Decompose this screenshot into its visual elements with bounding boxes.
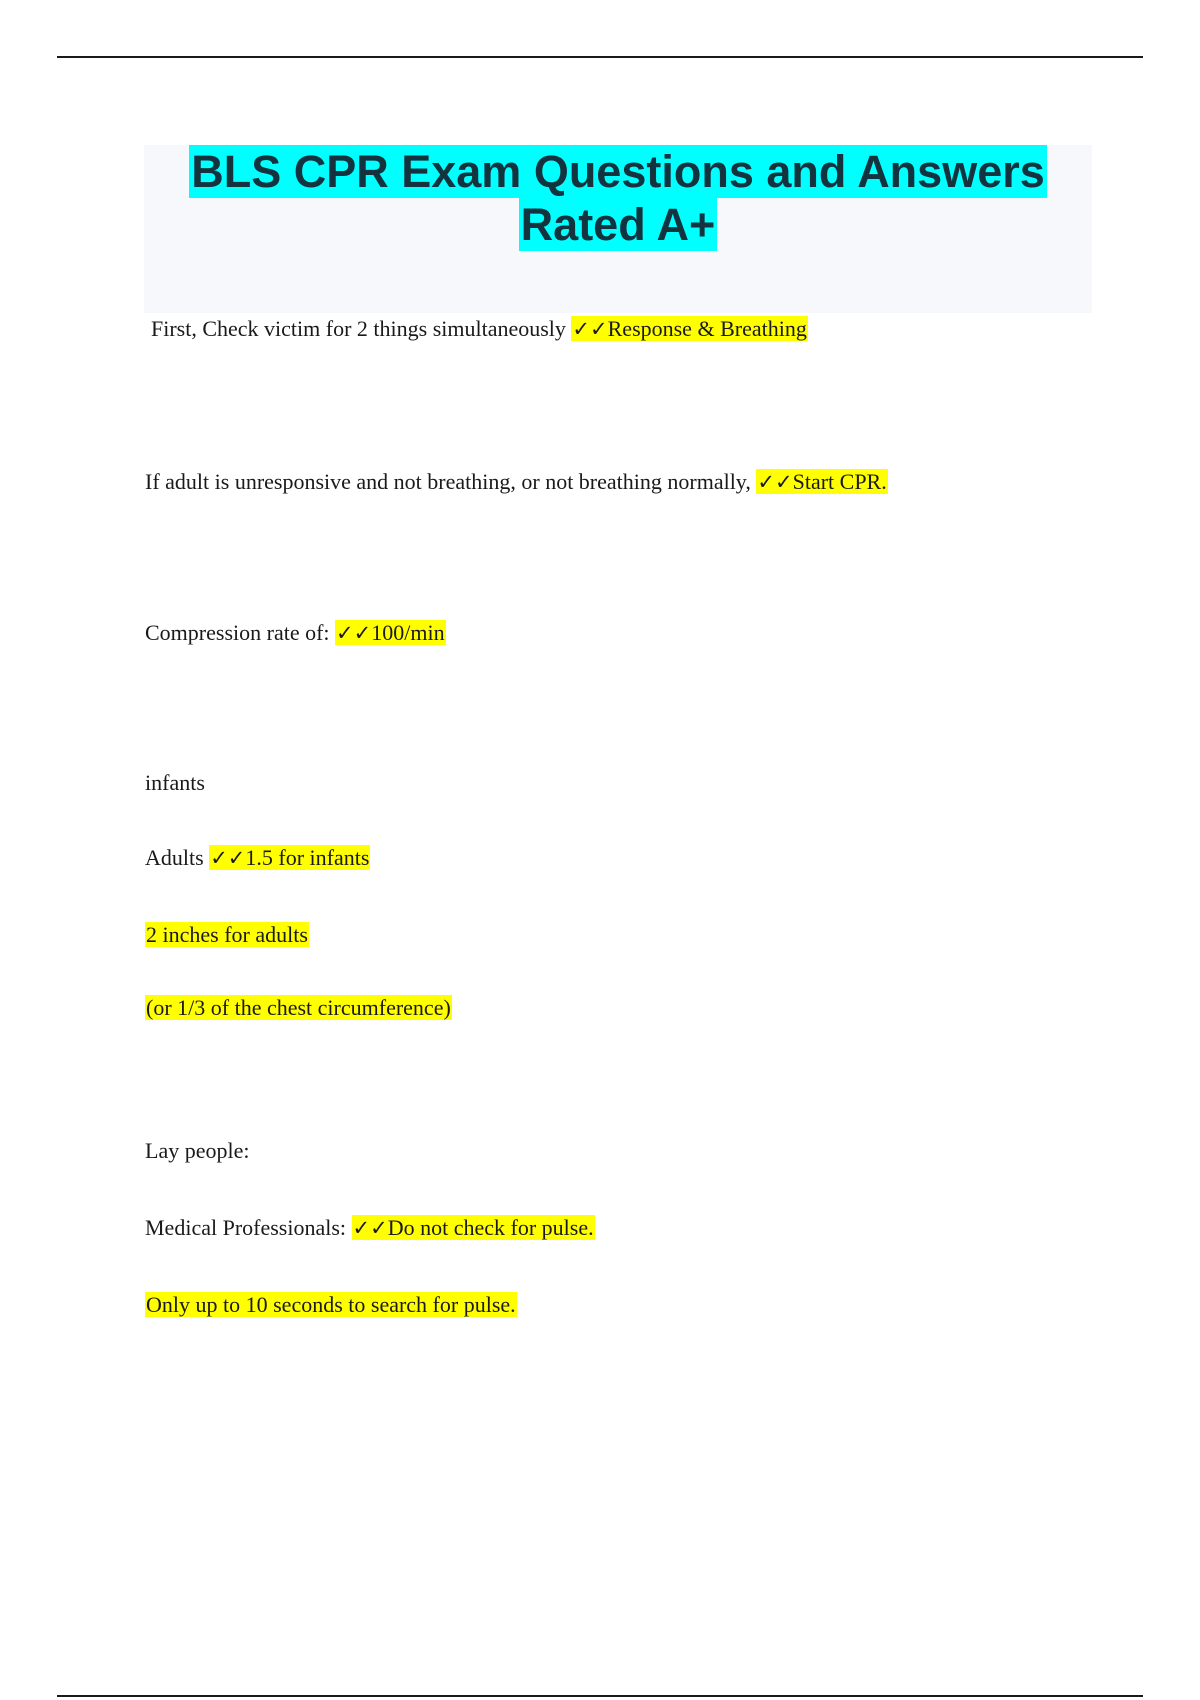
question-text: Compression rate of:: [145, 620, 336, 645]
answer-highlight: [209, 845, 370, 870]
question-text: infants: [145, 770, 205, 795]
title-block: [144, 145, 1092, 313]
answer-text: Start CPR.: [792, 469, 887, 494]
answer-text: Do not check for pulse.: [387, 1215, 594, 1240]
answer-text: 2 inches for adults: [146, 922, 308, 947]
answer-highlight: [571, 316, 807, 341]
check-icon: ✓✓: [572, 317, 608, 341]
answer-adults-depth: [145, 919, 309, 951]
document-title-line-1: BLS CPR Exam Questions and Answers: [191, 146, 1045, 197]
question-adults: [145, 842, 370, 874]
question-text: Medical Professionals:: [145, 1215, 352, 1240]
question-text: Adults: [145, 845, 210, 870]
question-check-victim: [151, 313, 808, 345]
check-icon: ✓✓: [336, 621, 372, 645]
document-title-line-2: Rated A+: [520, 199, 716, 250]
check-icon: ✓✓: [757, 470, 793, 494]
check-icon: ✓✓: [352, 1216, 388, 1240]
question-text: Lay people:: [145, 1138, 250, 1163]
answer-chest-circumference: [145, 992, 452, 1024]
answer-text: 100/min: [371, 620, 445, 645]
answer-text: (or 1/3 of the chest circumference): [146, 995, 451, 1020]
answer-highlight: [352, 1215, 595, 1240]
answer-text: Response & Breathing: [607, 316, 807, 341]
answer-text: Only up to 10 seconds to search for pulse.: [146, 1292, 516, 1317]
answer-highlight: [335, 620, 446, 645]
question-infants: [145, 767, 205, 799]
check-icon: ✓✓: [210, 846, 246, 870]
bottom-rule: [57, 1695, 1143, 1697]
answer-highlight: [756, 469, 887, 494]
question-unresponsive-adult: [145, 466, 888, 498]
question-medical-professionals: [145, 1212, 595, 1244]
answer-text: 1.5 for infants: [245, 845, 370, 870]
question-text: If adult is unresponsive and not breathing, or not breathing normally,: [145, 469, 757, 494]
question-text: First, Check victim for 2 things simultaneously: [151, 316, 572, 341]
answer-pulse-search: [145, 1289, 517, 1321]
question-lay-people: [145, 1135, 249, 1167]
top-rule: [57, 56, 1143, 58]
question-compression-rate: [145, 617, 446, 649]
